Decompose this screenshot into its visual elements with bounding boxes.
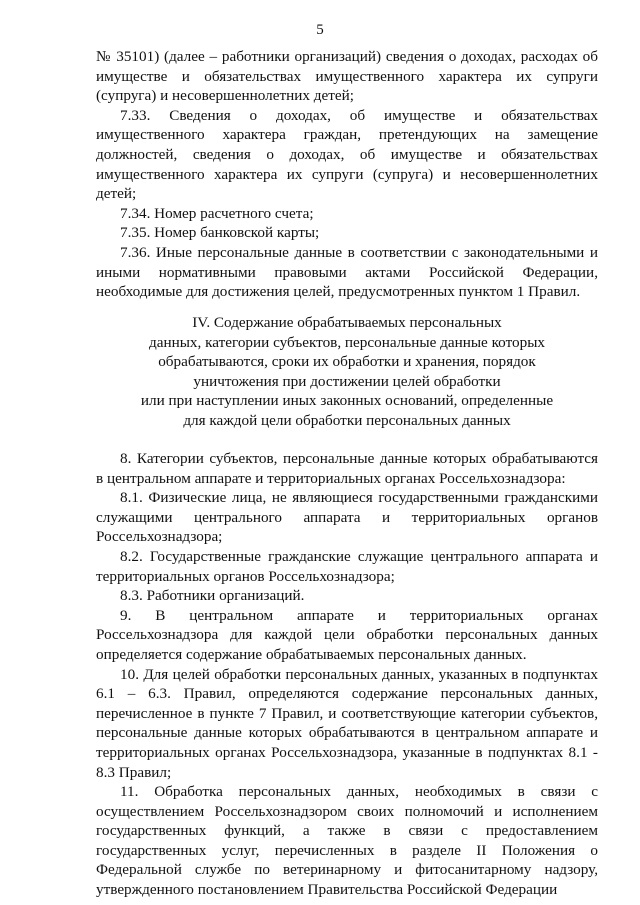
paragraph-7-34: 7.34. Номер расчетного счета;	[120, 204, 314, 222]
heading-line: уничтожения при достижении целей обработки	[193, 372, 501, 390]
paragraph-7-36: 7.36. Иные персональные данные в соответствии с законодательными и иными нормативными правовыми актами Российской Федерации, необходимые для достижения целей, предусмотренных пунктом 1 Правил.	[96, 243, 598, 301]
paragraph-8-2: 8.2. Государственные гражданские служащие центрального аппарата и территориальных органов Россельхознадзора;	[96, 547, 598, 585]
paragraph-continuation: № 35101) (далее – работники организаций) сведения о доходах, расходах об имуществе и обязательствах имущественного характера их супруги (супруга) и несовершеннолетних детей;	[96, 48, 598, 105]
paragraph-7-33: 7.33. Сведения о доходах, об имуществе и обязательствах имущественного характера граждан, претендующих на замещение должностей, сведения о доходах, об имуществе и обязательствах имущественного характера их супруги (супруга) и несовершеннолетних детей;	[96, 106, 598, 203]
text-block-top	[96, 47, 598, 302]
page-number: 5	[316, 22, 324, 38]
heading-line: обрабатываются, сроки их обработки и хранения, порядок	[158, 353, 536, 371]
heading-line: данных, категории субъектов, персональные данные которых	[149, 333, 545, 351]
section-heading	[96, 313, 598, 431]
heading-line: или при наступлении иных законных оснований, определенные	[140, 392, 554, 410]
text-block-bottom	[96, 449, 598, 900]
paragraph-10: 10. Для целей обработки персональных данных, указанных в подпунктах 6.1 – 6.3. Правил, определяются содержание персональных данных, перечисленное в пункте 7 Правил, и соответствующие категории субъектов, персональные данные которых обрабатываются в центральном аппарате и территориальных органах Россельхознадзора, указанные в подпунктах 8.1 - 8.3 Правил;	[96, 665, 598, 781]
paragraph-8-1: 8.1. Физические лица, не являющиеся государственными гражданскими служащими центрального аппарата и территориальных органов Россельхознадзора;	[96, 489, 598, 546]
heading-line: для каждой цели обработки персональных данных	[183, 411, 511, 429]
paragraph-9: 9. В центральном аппарате и территориальных органах Россельхознадзора для каждой цели обработки персональных данных определяется содержание обрабатываемых персональных данных.	[96, 606, 598, 663]
paragraph-7-35: 7.35. Номер банковской карты;	[120, 224, 320, 242]
paragraph-11: 11. Обработка персональных данных, необходимых в связи с осуществлением Россельхознадзором своих полномочий и исполнением государственных функций, а также в связи с предоставлением государственных услуг, перечисленных в разделе II Положения о Федеральной службе по ветеринарному и фитосанитарному надзору, утвержденного постановлением Правительства Российской Федерации	[96, 783, 598, 899]
paragraph-8: 8. Категории субъектов, персональные данные которых обрабатываются в центральном аппарате и территориальных органах Россельхознадзора:	[96, 450, 598, 487]
heading-line: IV. Содержание обрабатываемых персональных	[192, 314, 502, 331]
paragraph-8-3: 8.3. Работники организаций.	[120, 587, 305, 605]
